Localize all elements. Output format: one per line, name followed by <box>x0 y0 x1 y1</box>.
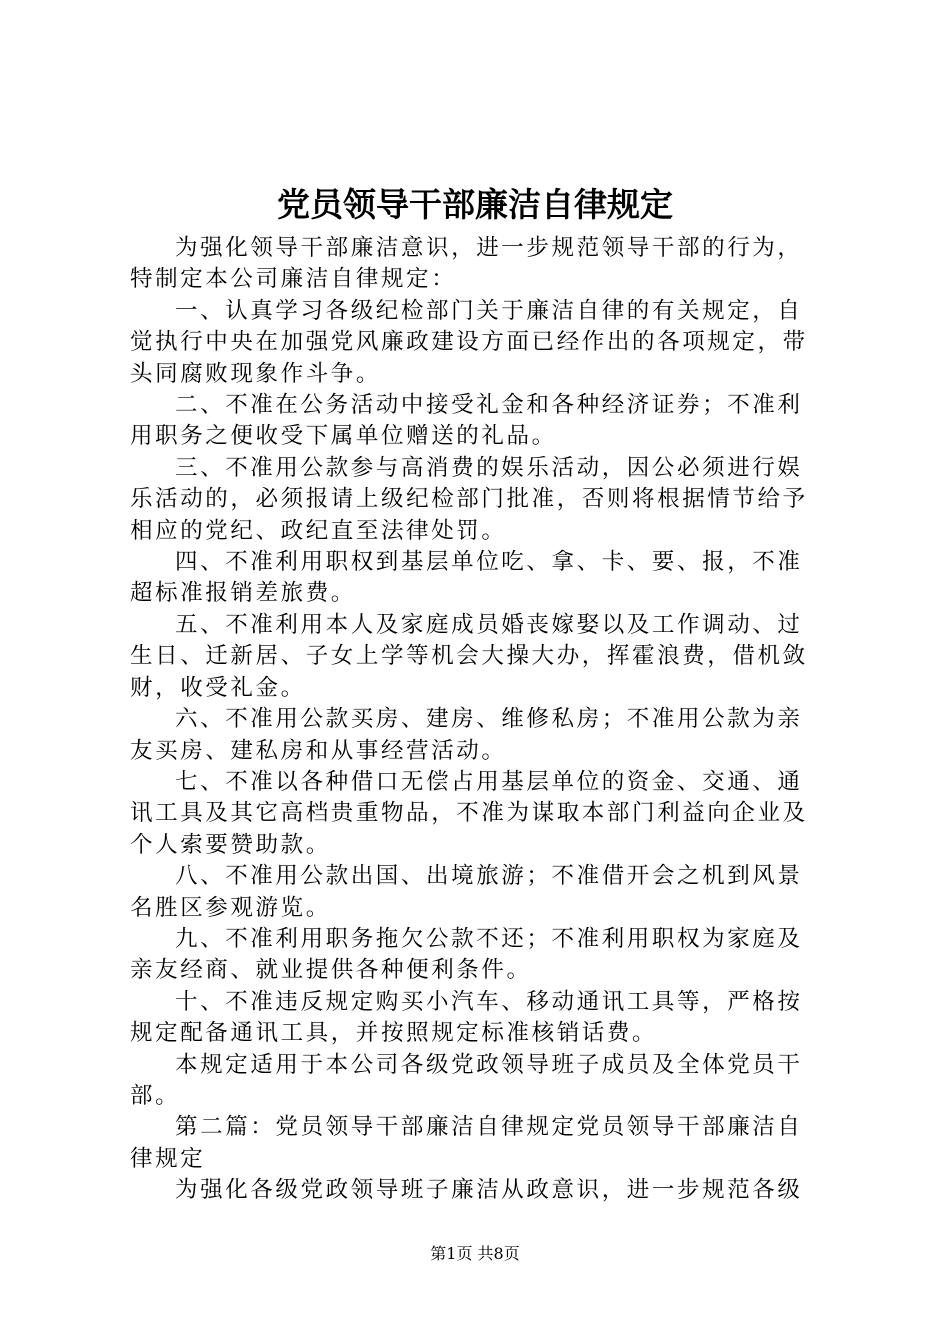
paragraph: 二、不准在公务活动中接受礼金和各种经济证券；不准利 用职务之便收受下属单位赠送的礼品。 <box>130 392 803 450</box>
paragraph: 本规定适用于本公司各级党政领导班子成员及全体党员干 部。 <box>130 1051 803 1109</box>
paragraph: 为强化各级党政领导班子廉洁从政意识，进一步规范各级 <box>175 1177 803 1204</box>
document-title: 党员领导干部廉洁自律规定 <box>277 185 673 224</box>
paragraph: 为强化领导干部廉洁意识，进一步规范领导干部的行为， 特制定本公司廉洁自律规定： <box>130 235 803 293</box>
document-body <box>130 233 833 1207</box>
paragraph: 十、不准违反规定购买小汽车、移动通讯工具等，严格按 规定配备通讯工具，并按照规定标准核销话费。 <box>130 988 803 1047</box>
paragraph: 五、不准利用本人及家庭成员婚丧嫁娶以及工作调动、过 生日、迁新居、子女上学等机会大操大办，挥霍浪费，借机敛 财，收受礼金。 <box>130 611 808 701</box>
paragraph: 九、不准利用职务拖欠公款不还；不准利用职权为家庭及 亲友经商、就业提供各种便利条件。 <box>130 925 803 984</box>
paragraph: 六、不准用公款买房、建房、维修私房；不准用公款为亲 友买房、建私房和从事经营活动。 <box>130 706 803 764</box>
paragraph: 四、不准利用职权到基层单位吃、拿、卡、要、报，不准 超标准报销差旅费。 <box>130 549 803 607</box>
page-footer: 第1页 共8页 <box>430 1244 520 1263</box>
paragraph: 一、认真学习各级纪检部门关于廉洁自律的有关规定，自 觉执行中央在加强党风廉政建设方面已经作出的各项规定，带 头同腐败现象作斗争。 <box>130 297 808 387</box>
paragraph: 八、不准用公款出国、出境旅游；不准借开会之机到风景 名胜区参观游览。 <box>130 863 803 921</box>
paragraph: 三、不准用公款参与高消费的娱乐活动，因公必须进行娱 乐活动的，必须报请上级纪检部门批准，否则将根据情节给予 相应的党纪、政纪直至法律处罚。 <box>130 454 808 544</box>
paragraph: 第二篇：党员领导干部廉洁自律规定党员领导干部廉洁自 律规定 <box>130 1114 803 1172</box>
paragraph: 七、不准以各种借口无偿占用基层单位的资金、交通、通 讯工具及其它高档贵重物品，不准为谋取本部门利益向企业及 个人索要赞助款。 <box>130 768 808 858</box>
